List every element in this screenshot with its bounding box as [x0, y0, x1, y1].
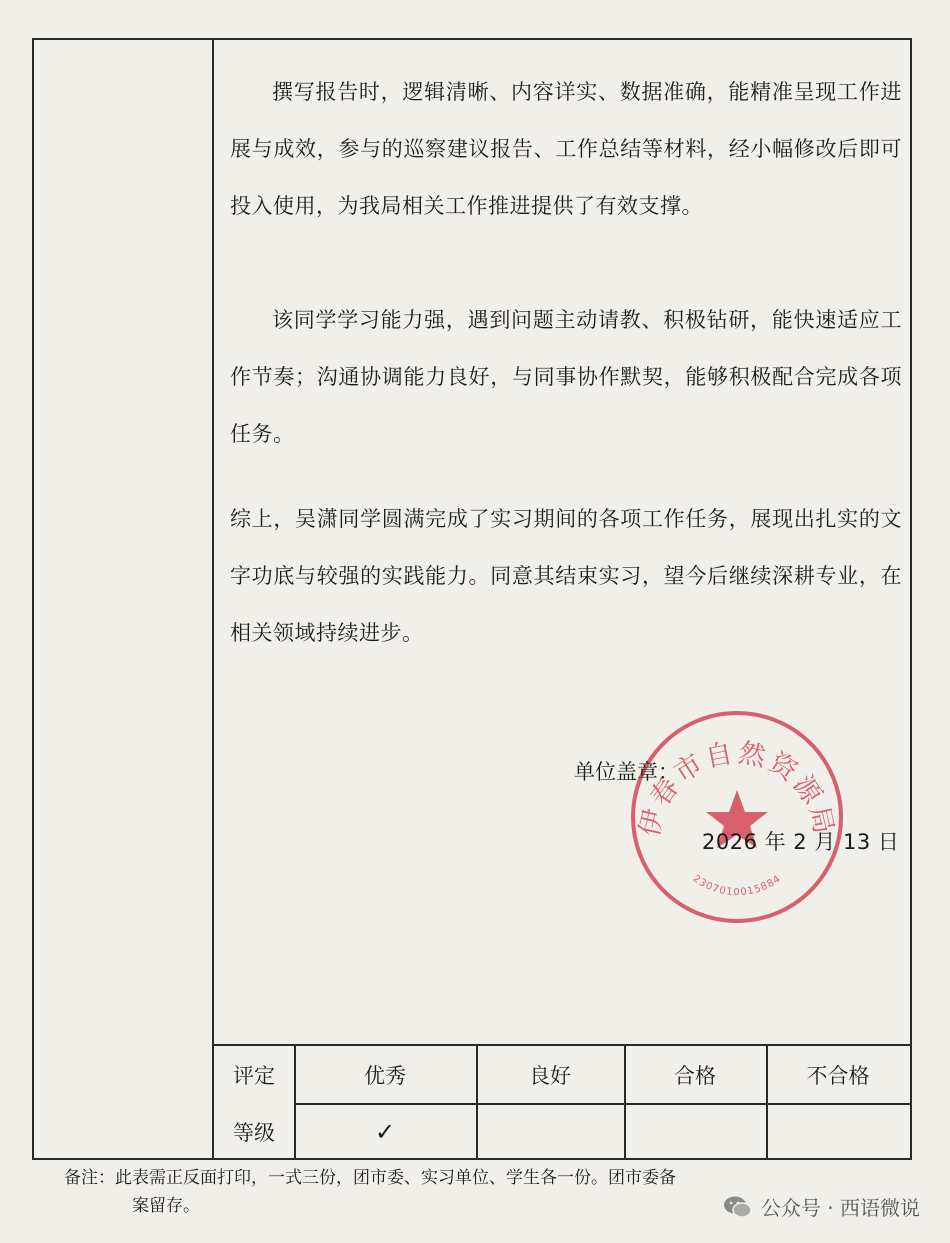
wechat-watermark	[723, 1192, 920, 1221]
grade-option-excellent: 优秀	[364, 1063, 406, 1088]
seal-text: 伊春市自然资源局	[634, 737, 840, 840]
grade-label-bottom: 等级	[233, 1120, 275, 1145]
signing-date: 2026 年 2 月 13 日	[702, 830, 900, 854]
grade-label-top: 评定	[233, 1063, 275, 1088]
seal-label: 单位盖章：	[574, 760, 679, 784]
watermark-text: 公众号 · 西语微说	[760, 1196, 920, 1220]
grade-cell-fail-empty	[766, 1103, 910, 1160]
paragraph-learning-ability: 该同学学习能力强，遇到问题主动请教、积极钻研，能快速适应工作节奏；沟通协调能力良好，与同事协作默契，能够积极配合完成各项任务。	[230, 308, 902, 446]
grade-option-fail: 不合格	[806, 1063, 870, 1088]
check-mark-excellent: ✓	[374, 1117, 396, 1146]
grade-option-pass: 合格	[674, 1063, 716, 1088]
official-seal-stamp	[626, 706, 848, 928]
evaluation-content	[216, 40, 910, 1044]
remarks-line-1: 备注：此表需正反面打印，一式三份，团市委、实习单位、学生各一份。团市委备	[64, 1168, 676, 1188]
left-label-column	[34, 40, 214, 1158]
evaluation-table	[32, 38, 912, 1160]
paragraph-summary: 综上，吴潇同学圆满完成了实习期间的各项工作任务，展现出扎实的文字功底与较强的实践能力。同意其结束实习，望今后继续深耕专业，在相关领域持续进步。	[230, 507, 902, 645]
remarks-line-2: 案留存。	[132, 1196, 200, 1216]
grade-option-good: 良好	[529, 1063, 571, 1088]
paragraph-report-writing: 撰写报告时，逻辑清晰、内容详实、数据准确，能精准呈现工作进展与成效，参与的巡察建议报告、工作总结等材料，经小幅修改后即可投入使用，为我局相关工作推进提供了有效支撑。	[230, 80, 902, 218]
grade-cell-pass-empty	[624, 1103, 766, 1160]
grade-cell-good-empty	[476, 1103, 624, 1160]
wechat-icon	[723, 1195, 753, 1219]
grade-table	[214, 1044, 910, 1158]
seal-number: 2307010015884	[690, 873, 784, 899]
